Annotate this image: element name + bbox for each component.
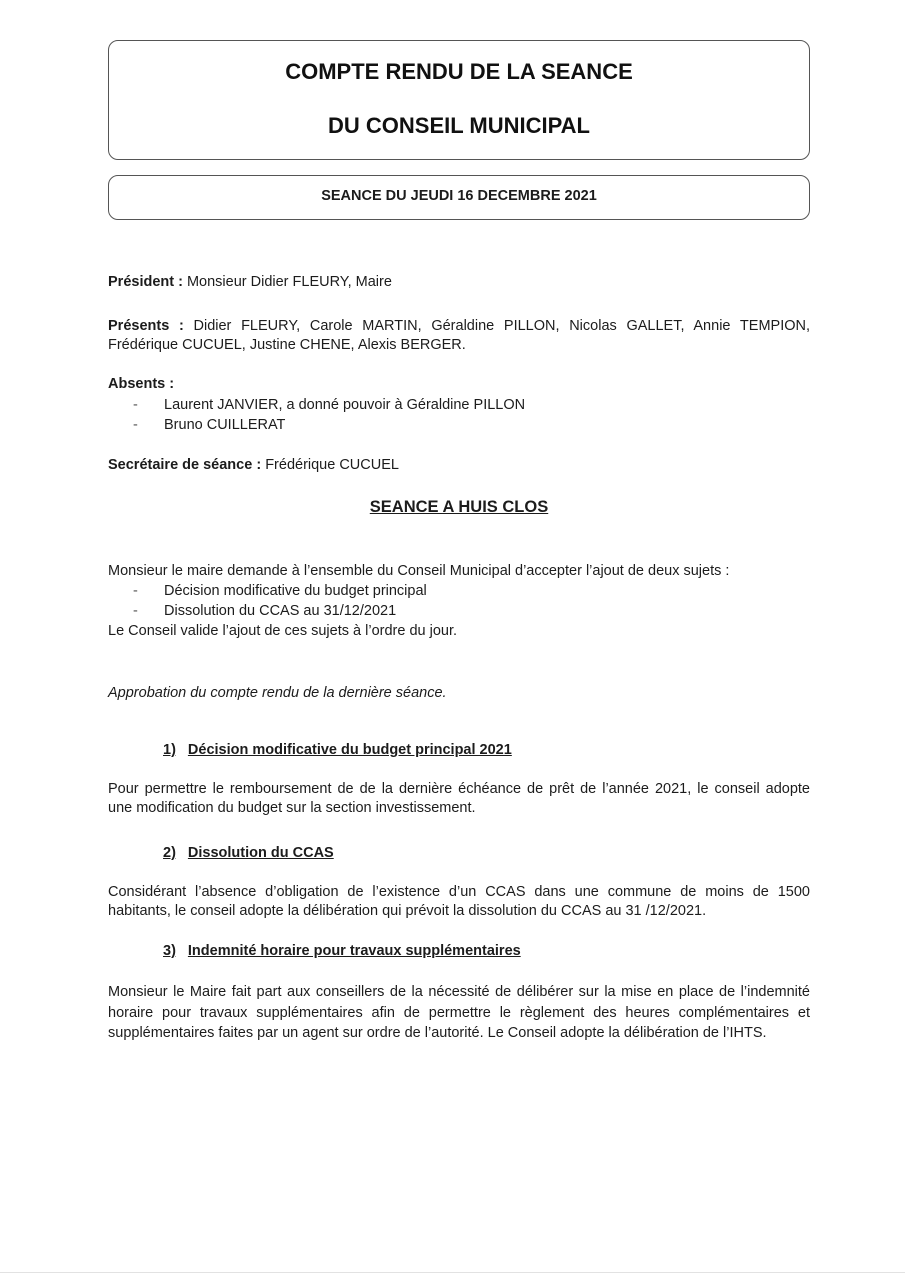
section-3-line2: horaire pour travaux supplémentaires afin de permettre le règlement des heures complémentaires et bbox=[108, 1005, 810, 1021]
agenda-item bbox=[133, 603, 396, 619]
presents-line2: Frédérique CUCUEL, Justine CHENE, Alexis BERGER. bbox=[108, 337, 466, 353]
absent-item bbox=[133, 397, 525, 413]
document-title-line1: COMPTE RENDU DE LA SEANCE bbox=[285, 59, 633, 84]
secretary-line bbox=[108, 457, 399, 473]
agenda-text: Décision modificative du budget principal bbox=[164, 583, 427, 599]
absents-label: Absents : bbox=[108, 376, 175, 392]
secretary-value: Frédérique CUCUEL bbox=[265, 457, 399, 473]
section-heading-2 bbox=[163, 845, 334, 861]
secretary-label: Secrétaire de séance : bbox=[108, 457, 262, 473]
president-label: Président : bbox=[108, 274, 183, 290]
section-1-line2: une modification du budget sur la section investissement. bbox=[108, 800, 476, 816]
section-1-line1: Pour permettre le remboursement de de la dernière échéance de prêt de l’année 2021, le conseil adopte bbox=[108, 781, 810, 797]
agenda-item bbox=[133, 583, 427, 599]
agenda-text: Dissolution du CCAS au 31/12/2021 bbox=[164, 603, 397, 619]
huis-clos-intro: Monsieur le maire demande à l’ensemble du Conseil Municipal d’accepter l’ajout de deux sujets : bbox=[108, 563, 730, 579]
president-line bbox=[108, 274, 392, 290]
huis-clos-conclusion: Le Conseil valide l’ajout de ces sujets à l’ordre du jour. bbox=[108, 623, 458, 639]
title-box bbox=[108, 40, 810, 160]
section-2-line2: habitants, le conseil adopte la délibération qui prévoit la dissolution du CCAS au 31 /12/2021. bbox=[108, 903, 707, 919]
page-bottom-rule bbox=[0, 1272, 905, 1273]
section-3-line1: Monsieur le Maire fait part aux conseillers de la nécessité de délibérer sur la mise en place de l’indemnité bbox=[108, 984, 810, 1000]
section-heading-1 bbox=[163, 742, 512, 758]
session-date-box bbox=[108, 175, 810, 220]
section-title: Décision modificative du budget principal 2021 bbox=[187, 742, 512, 758]
section-number: 3) bbox=[163, 943, 176, 959]
bullet-dash: - bbox=[133, 417, 138, 433]
session-date: SEANCE DU JEUDI 16 DECEMBRE 2021 bbox=[321, 188, 597, 204]
section-title: Dissolution du CCAS bbox=[187, 845, 334, 861]
section-3-line3: supplémentaires faites par un agent sur ordre de l’autorité. Le Conseil adopte la délibération de l’IHTS. bbox=[108, 1025, 767, 1041]
section-title: Indemnité horaire pour travaux supplémentaires bbox=[187, 943, 521, 959]
presents-label: Présents : bbox=[108, 318, 184, 334]
section-2-line1: Considérant l’absence d’obligation de l’existence d’un CCAS dans une commune de moins de 1500 bbox=[108, 884, 810, 900]
bullet-dash: - bbox=[133, 583, 138, 599]
section-number: 2) bbox=[163, 845, 176, 861]
section-number: 1) bbox=[163, 742, 176, 758]
absent-text: Laurent JANVIER, a donné pouvoir à Géraldine PILLON bbox=[164, 397, 526, 413]
presents-line1 bbox=[108, 316, 810, 337]
absent-item bbox=[133, 417, 285, 433]
bullet-dash: - bbox=[133, 397, 138, 413]
section-heading-3 bbox=[163, 943, 521, 959]
bullet-dash: - bbox=[133, 603, 138, 619]
approval-line: Approbation du compte rendu de la dernière séance. bbox=[108, 685, 447, 701]
presents-names-1: Didier FLEURY, Carole MARTIN, Géraldine PILLON, Nicolas GALLET, Annie TEMPION, bbox=[193, 318, 810, 334]
president-value: Monsieur Didier FLEURY, Maire bbox=[186, 274, 392, 290]
huis-clos-heading: SEANCE A HUIS CLOS bbox=[369, 498, 549, 516]
absent-text: Bruno CUILLERAT bbox=[164, 417, 286, 433]
document-title-line2: DU CONSEIL MUNICIPAL bbox=[328, 113, 590, 138]
